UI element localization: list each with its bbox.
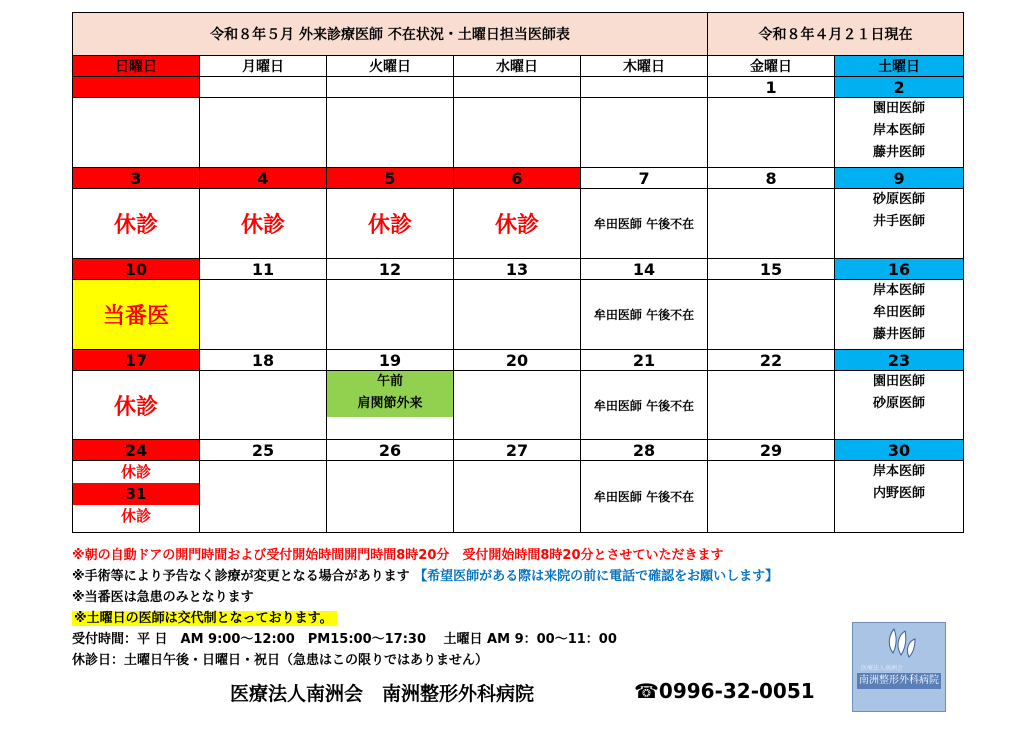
date-cell: 26 (327, 440, 454, 461)
doctor-name: 岸本医師 (873, 123, 926, 138)
hospital-logo (852, 622, 946, 712)
date-cell: 11 (200, 259, 327, 280)
doctor-name: 藤井医師 (873, 327, 926, 342)
date-cell: 25 (200, 440, 327, 461)
closed-label: 休診 (327, 189, 454, 259)
day-cell (708, 98, 835, 168)
sunday-split-cell (73, 461, 200, 533)
day-cell (708, 189, 835, 259)
day-cell (327, 461, 454, 533)
week3-content (73, 280, 964, 350)
date-cell: 15 (708, 259, 835, 280)
saturday-doctors (835, 280, 964, 350)
doctor-name: 藤井医師 (873, 145, 926, 160)
schedule-table (72, 12, 964, 533)
week3-dates (73, 259, 964, 280)
phone-number: ☎0996-32-0051 (634, 679, 815, 703)
date-cell: 29 (708, 440, 835, 461)
note-door-hours: ※朝の自動ドアの開門時間および受付開始時間開門時間8時20分 受付開始時間8時20分とさせていただきます (72, 548, 724, 563)
week2-content (73, 189, 964, 259)
calendar-page (72, 12, 963, 533)
date-cell (327, 77, 454, 98)
date-cell: 6 (454, 168, 581, 189)
weekday-header (73, 56, 964, 77)
doctor-name: 牟田医師 (873, 305, 926, 320)
special-clinic-cell (327, 371, 454, 440)
weekday-tue: 火曜日 (327, 56, 454, 77)
day-cell (200, 461, 327, 533)
absence-note: 牟田医師 午後不在 (581, 461, 708, 533)
date-cell: 9 (835, 168, 964, 189)
date-cell: 8 (708, 168, 835, 189)
as-of-date: 令和８年４月２１日現在 (708, 13, 964, 56)
day-cell (581, 98, 708, 168)
saturday-doctors (835, 189, 964, 259)
week1-content (73, 98, 964, 168)
date-cell: 22 (708, 350, 835, 371)
doctor-name: 砂原医師 (873, 396, 926, 411)
logo-org-text: 医療法人南洲会 (861, 665, 904, 672)
date-cell: 28 (581, 440, 708, 461)
week2-dates (73, 168, 964, 189)
doctor-name: 井手医師 (873, 214, 926, 229)
reception-hours: 受付時間：平 日 AM 9:00～12:00 PM15:00～17:30 土曜日 AM 9：00～11：00 (72, 632, 617, 647)
date-cell: 2 (835, 77, 964, 98)
closed-days: 休診日：土曜日午後・日曜日・祝日（急患はこの限りではありません） (72, 653, 489, 668)
absence-note: 牟田医師 午後不在 (581, 371, 708, 440)
date-cell (454, 77, 581, 98)
day-cell (708, 371, 835, 440)
date-cell: 27 (454, 440, 581, 461)
date-cell: 21 (581, 350, 708, 371)
saturday-doctors (835, 461, 964, 533)
note-duty-doctor: ※当番医は急患のみとなります (72, 590, 254, 605)
day-cell (454, 371, 581, 440)
date-cell: 5 (327, 168, 454, 189)
week1-dates (73, 77, 964, 98)
highlighted-note: ※土曜日の医師は交代制となっております。 (72, 611, 337, 626)
date-cell: 14 (581, 259, 708, 280)
closed-label: 休診 (73, 189, 200, 259)
note-saturday-rotation (72, 608, 963, 629)
date-cell: 16 (835, 259, 964, 280)
date-cell: 10 (73, 259, 200, 280)
doctor-name: 園田医師 (873, 101, 926, 116)
date-cell: 1 (708, 77, 835, 98)
page-title: 令和８年５月 外来診療医師 不在状況・土曜日担当医師表 (73, 13, 708, 56)
clinic-time: 午前 (376, 374, 403, 389)
day-cell (200, 98, 327, 168)
weekday-sun: 日曜日 (73, 56, 200, 77)
shoulder-clinic-badge (327, 371, 453, 417)
doctor-name: 岸本医師 (873, 464, 926, 479)
note-surgery-change (72, 566, 963, 587)
logo-hospital-text: 南洲整形外科病院 (857, 673, 941, 689)
date-cell: 7 (581, 168, 708, 189)
saturday-doctors (835, 371, 964, 440)
day-cell (708, 461, 835, 533)
date-cell: 3 (73, 168, 200, 189)
date-cell (581, 77, 708, 98)
leaf-icon (853, 623, 945, 663)
weekday-mon: 月曜日 (200, 56, 327, 77)
week4-content (73, 371, 964, 440)
weekday-sat: 土曜日 (835, 56, 964, 77)
date-cell (73, 77, 200, 98)
doctor-name: 園田医師 (873, 374, 926, 389)
notes-section (72, 545, 963, 671)
day-cell (327, 98, 454, 168)
date-cell (200, 77, 327, 98)
weekday-wed: 水曜日 (454, 56, 581, 77)
closed-label: 休診 (73, 371, 200, 440)
absence-note: 牟田医師 午後不在 (581, 280, 708, 350)
date-cell: 19 (327, 350, 454, 371)
doctor-name: 岸本医師 (873, 283, 926, 298)
weekday-thu: 木曜日 (581, 56, 708, 77)
absence-note: 牟田医師 午後不在 (581, 189, 708, 259)
weekday-fri: 金曜日 (708, 56, 835, 77)
week5-content (73, 461, 964, 533)
date-cell: 12 (327, 259, 454, 280)
hospital-name: 医療法人南洲会 南洲整形外科病院 (230, 683, 535, 705)
day-cell (73, 98, 200, 168)
day-cell (327, 280, 454, 350)
saturday-doctors (835, 98, 964, 168)
week4-dates (73, 350, 964, 371)
date-cell: 13 (454, 259, 581, 280)
date-cell: 4 (200, 168, 327, 189)
day-cell (200, 371, 327, 440)
date-cell: 18 (200, 350, 327, 371)
date-cell: 20 (454, 350, 581, 371)
closed-label: 休診 (120, 463, 151, 481)
closed-label: 休診 (454, 189, 581, 259)
doctor-name: 砂原医師 (873, 192, 926, 207)
date-cell: 17 (73, 350, 200, 371)
day-cell (454, 461, 581, 533)
clinic-name: 肩関節外来 (357, 396, 423, 411)
day-cell (200, 280, 327, 350)
date-cell: 23 (835, 350, 964, 371)
doctor-name: 内野医師 (873, 486, 926, 501)
week5-dates (73, 440, 964, 461)
date-cell: 24 (73, 440, 200, 461)
note-text: ※手術等により予告なく診療が変更となる場合があります (72, 569, 410, 584)
day-cell (708, 280, 835, 350)
day-cell (454, 280, 581, 350)
day-cell (454, 98, 581, 168)
note-phone-request: 【希望医師がある際は来院の前に電話で確認をお願いします】 (414, 569, 779, 584)
closed-label: 休診 (200, 189, 327, 259)
date-cell: 31 (73, 483, 199, 505)
closed-label: 休診 (120, 507, 151, 525)
duty-doctor-label: 当番医 (73, 280, 200, 350)
date-cell: 30 (835, 440, 964, 461)
